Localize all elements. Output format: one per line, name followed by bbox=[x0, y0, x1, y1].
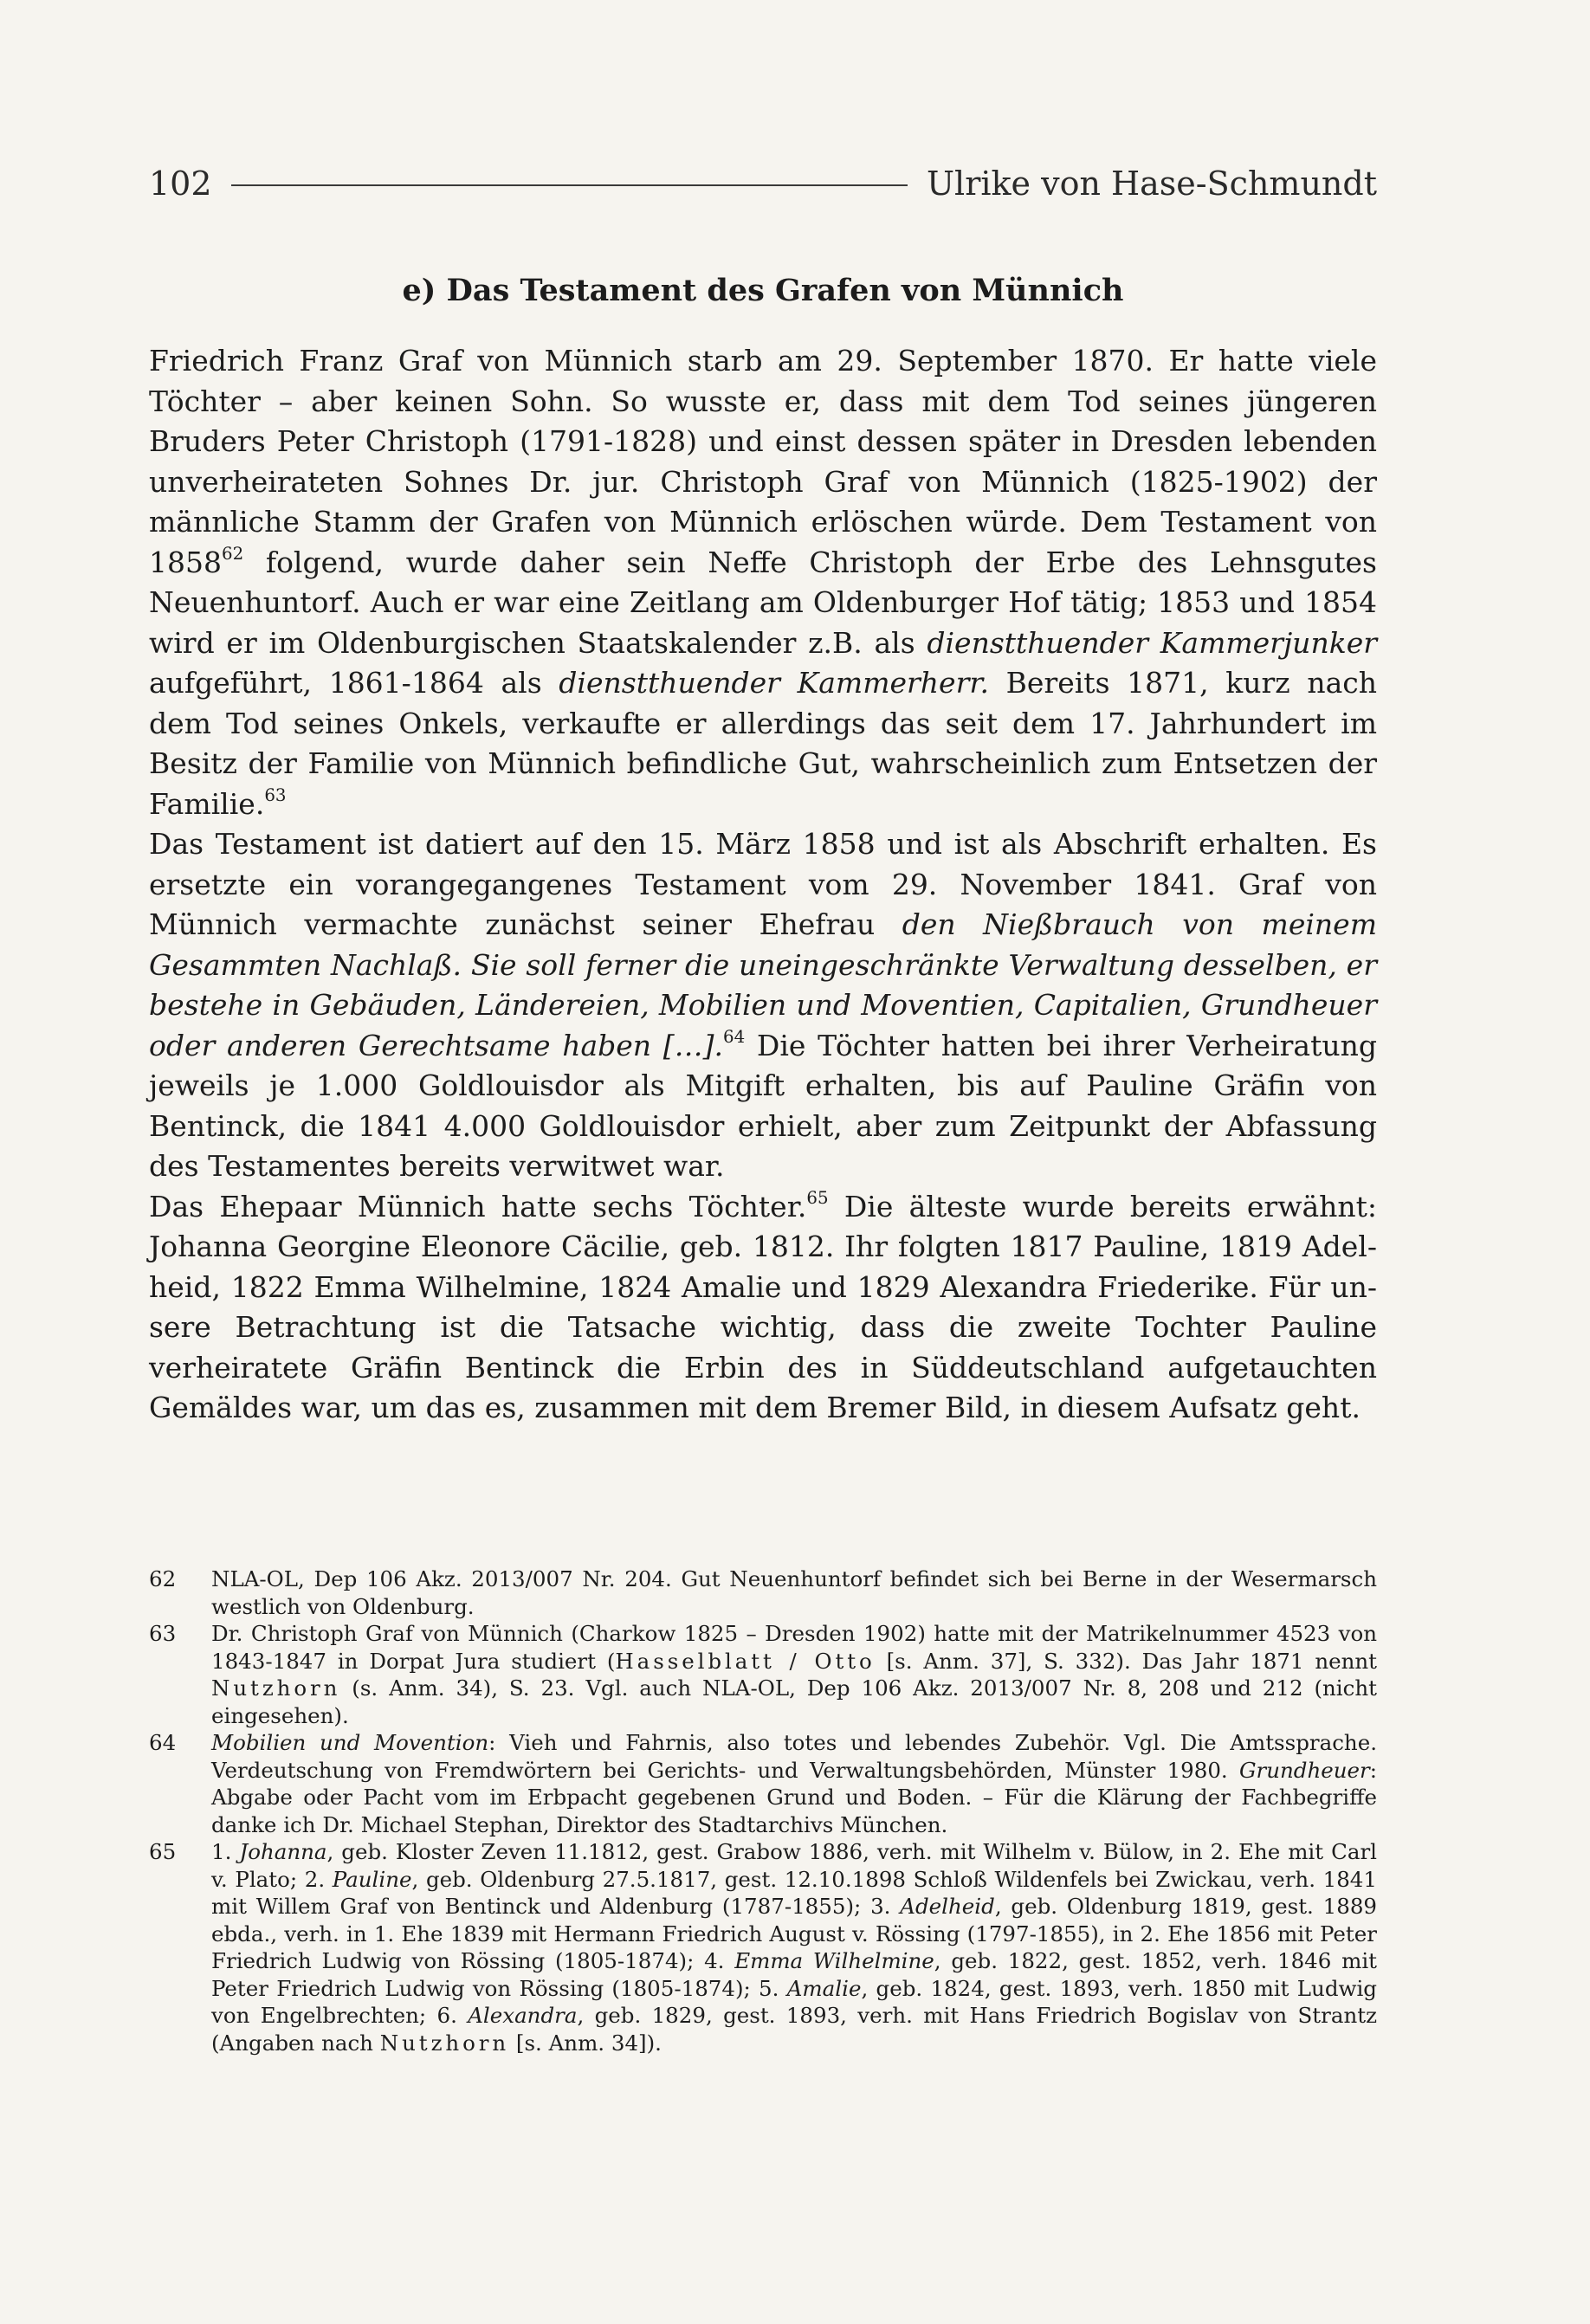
text-run: : Abgabe oder Pacht vom im Erbpacht gegebenen Grund und Boden. – Für die Klärung der Fachbegriffe danke ich Dr. Michael Stephan, Direktor des Stadtarchivs München. bbox=[211, 1757, 1377, 1837]
footnote-number: 64 bbox=[149, 1730, 177, 1755]
text-run: , geb. 1822, gest. 1852, verh. 1846 mit Peter Friedrich Ludwig von Rössing (1805-1874); 5. bbox=[211, 1948, 1377, 2001]
author-citation: Nutzhorn bbox=[211, 1675, 341, 1701]
italic-run: Pauline bbox=[332, 1866, 412, 1892]
footnote-65 bbox=[149, 1838, 1377, 2056]
text-run: (s. Anm. 34), S. 23. Vgl. auch NLA-OL, Dep 106 Akz. 2013/007 Nr. 8, 208 und 212 (nicht eingesehen). bbox=[211, 1675, 1377, 1728]
footnote-62 bbox=[149, 1565, 1377, 1620]
running-head bbox=[149, 158, 1377, 210]
italic-run: Adelheid bbox=[900, 1894, 995, 1919]
paragraph-3 bbox=[149, 1187, 1377, 1429]
page-number: 102 bbox=[149, 165, 212, 203]
text-run: Das Ehepaar Münnich hatte sechs Töchter. bbox=[149, 1189, 807, 1223]
text-run: NLA-OL, Dep 106 Akz. 2013/007 Nr. 204. Gut Neuenhuntorf befindet sich bei Berne in der Wesermarsch westlich von Oldenburg. bbox=[211, 1566, 1377, 1619]
section-title: e) Das Testament des Grafen von Münnich bbox=[402, 273, 1124, 308]
running-head-author: Ulrike von Hase-Schmundt bbox=[927, 165, 1377, 203]
footnotes bbox=[149, 1565, 1377, 2056]
footnote-text bbox=[211, 1620, 1377, 1729]
footnote-text bbox=[211, 1565, 1377, 1620]
italic-run: Grundheuer bbox=[1238, 1757, 1370, 1783]
author-citation: Nutzhorn bbox=[379, 2030, 510, 2056]
italic-run: Amalie bbox=[786, 1975, 862, 2001]
text-run: 1. bbox=[211, 1839, 240, 1864]
italic-run: dienstthuender Kammerherr. bbox=[559, 666, 990, 700]
footnote-number: 63 bbox=[149, 1621, 177, 1646]
text-run: Dr. Christoph Graf von Münnich (Charkow 1825 – Dresden 1902) hatte mit der Matrikelnummer 4523 von 1843-1847 in Dorpat Jura studiert ( bbox=[211, 1621, 1377, 1674]
paragraph-2 bbox=[149, 824, 1377, 1187]
text-run: , geb. Oldenburg 1819, gest. 1889 ebda., verh. in 1. Ehe 1839 mit Hermann Friedrich August v. Rössing (1797-1855), in 2. Ehe 1856 mit Peter Friedrich Ludwig von Rössing (1805-1874); 4. bbox=[211, 1894, 1378, 1973]
text-run: folgend, wurde daher sein Neffe Christoph der Erbe des Lehnsgutes Neuenhuntorf. Auch er war eine Zeitlang am Oldenburger Hof tätig; 1853 und 1854 wird er im Oldenburgischen Staatskalender z.B. als bbox=[149, 545, 1377, 660]
italic-run: Mobilien und Movention bbox=[211, 1730, 489, 1755]
footnote-ref-63: 63 bbox=[264, 784, 287, 805]
text-run: , geb. Kloster Zeven 11.1812, gest. Grabow 1886, verh. mit Wilhelm v. Bülow, in 2. Ehe mit Carl v. Plato; 2. bbox=[211, 1839, 1377, 1892]
text-run: Friedrich Franz Graf von Münnich starb am 29. September 1870. Er hatte viele Töchter – aber keinen Sohn. So wusste er, dass mit dem Tod seines jüngeren Bruders Peter Christoph (1791-1828) und einst dessen später in Dresden lebenden unverheirateten Sohnes Dr. jur. Christoph Graf von Münnich (1825-1902) der männliche Stamm der Grafen von Münnich erlöschen würde. Dem Testament von 1858 bbox=[149, 344, 1377, 579]
text-run: [s. Anm. 34]). bbox=[509, 2030, 662, 2056]
author-citation: Hasselblatt / Otto bbox=[615, 1648, 876, 1674]
footnote-text bbox=[211, 1729, 1377, 1838]
footnote-ref-62: 62 bbox=[221, 543, 244, 564]
text-run: Bereits 1871, kurz nach dem Tod seines Onkels, verkaufte er allerdings das seit dem 17. Jahrhundert im Besitz der Familie von Münnich befindliche Gut, wahrscheinlich zum Entsetzen der Familie. bbox=[149, 666, 1378, 821]
footnote-ref-65: 65 bbox=[806, 1187, 829, 1208]
italic-run: dienstthuender Kammerjunker bbox=[927, 625, 1377, 660]
footnote-64 bbox=[149, 1729, 1377, 1838]
footnote-number: 62 bbox=[149, 1566, 177, 1591]
text-run: , geb. Oldenburg 27.5.1817, gest. 12.10.1898 Schloß Wildenfels bei Zwickau, verh. 1841 mit Willem Graf von Bentinck und Aldenburg (1787-1855); 3. bbox=[211, 1866, 1377, 1919]
footnote-63 bbox=[149, 1620, 1377, 1729]
text-run: , geb. 1824, gest. 1893, verh. 1850 mit Ludwig von Engelbrechten; 6. bbox=[211, 1975, 1377, 2028]
footnote-ref-64: 64 bbox=[722, 1026, 746, 1047]
italic-run: Johanna bbox=[239, 1839, 327, 1864]
text-run: : Vieh und Fahrnis, also totes und lebendes Zubehör. Vgl. Die Amtssprache. Verdeutschung von Fremdwörtern bei Gerichts- und Verwaltungsbehörden, Münster 1980. bbox=[211, 1730, 1377, 1783]
text-run: aufgeführt, 1861-1864 als bbox=[149, 666, 559, 700]
paragraph-1 bbox=[149, 341, 1377, 824]
text-run: [s. Anm. 37], S. 332). Das Jahr 1871 nennt bbox=[875, 1648, 1377, 1674]
header-rule bbox=[231, 184, 908, 186]
italic-run: den Nießbrauch von meinem Gesammten Nachlaß. Sie soll ferner die uneingeschränkte Verwaltung desselben, er bestehe in Gebäuden, Ländereien, Mobilien und Moventien, Capitalien, Grundheuer oder anderen Gerechtsame haben […]. bbox=[149, 907, 1377, 1062]
text-run: , geb. 1829, gest. 1893, verh. mit Hans Friedrich Bogislav von Strantz (Angaben nach bbox=[211, 2003, 1377, 2056]
body-text bbox=[149, 341, 1377, 1429]
text-run: Die Töchter hatten bei ihrer Verheiratung jeweils je 1.000 Goldlouisdor als Mitgift erhalten, bis auf Pauline Gräfin von Bentinck, die 1841 4.000 Goldlouisdor erhielt, aber zum Zeitpunkt der Abfassung des Testamentes bereits verwitwet war. bbox=[149, 1028, 1377, 1183]
footnote-number: 65 bbox=[149, 1839, 177, 1864]
text-run: Das Testament ist datiert auf den 15. März 1858 und ist als Abschrift erhalten. Es ersetzte ein vorangegangenes Testament vom 29. November 1841. Graf von Münnich vermachte zunächst seiner Ehefrau bbox=[149, 827, 1377, 941]
italic-run: Alexandra bbox=[468, 2003, 578, 2028]
text-run: Die älteste wurde bereits erwähnt: Johanna Georgine Eleonore Cäcilie, geb. 1812. Ihr folgten 1817 Pauline, 1819 Adelheid, 1822 Emma Wilhelmine, 1824 Amalie und 1829 Alexandra Friederike. Für unsere Betrachtung ist die Tatsache wichtig, dass die zweite Tochter Pauline verheiratete Gräfin Bentinck die Erbin des in Süddeutschland aufgetauchten Gemäldes war, um das es, zusammen mit dem Bremer Bild, in diesem Aufsatz geht. bbox=[149, 1189, 1377, 1424]
italic-run: Emma Wilhelmine bbox=[734, 1948, 934, 1973]
footnote-text bbox=[211, 1838, 1377, 2056]
